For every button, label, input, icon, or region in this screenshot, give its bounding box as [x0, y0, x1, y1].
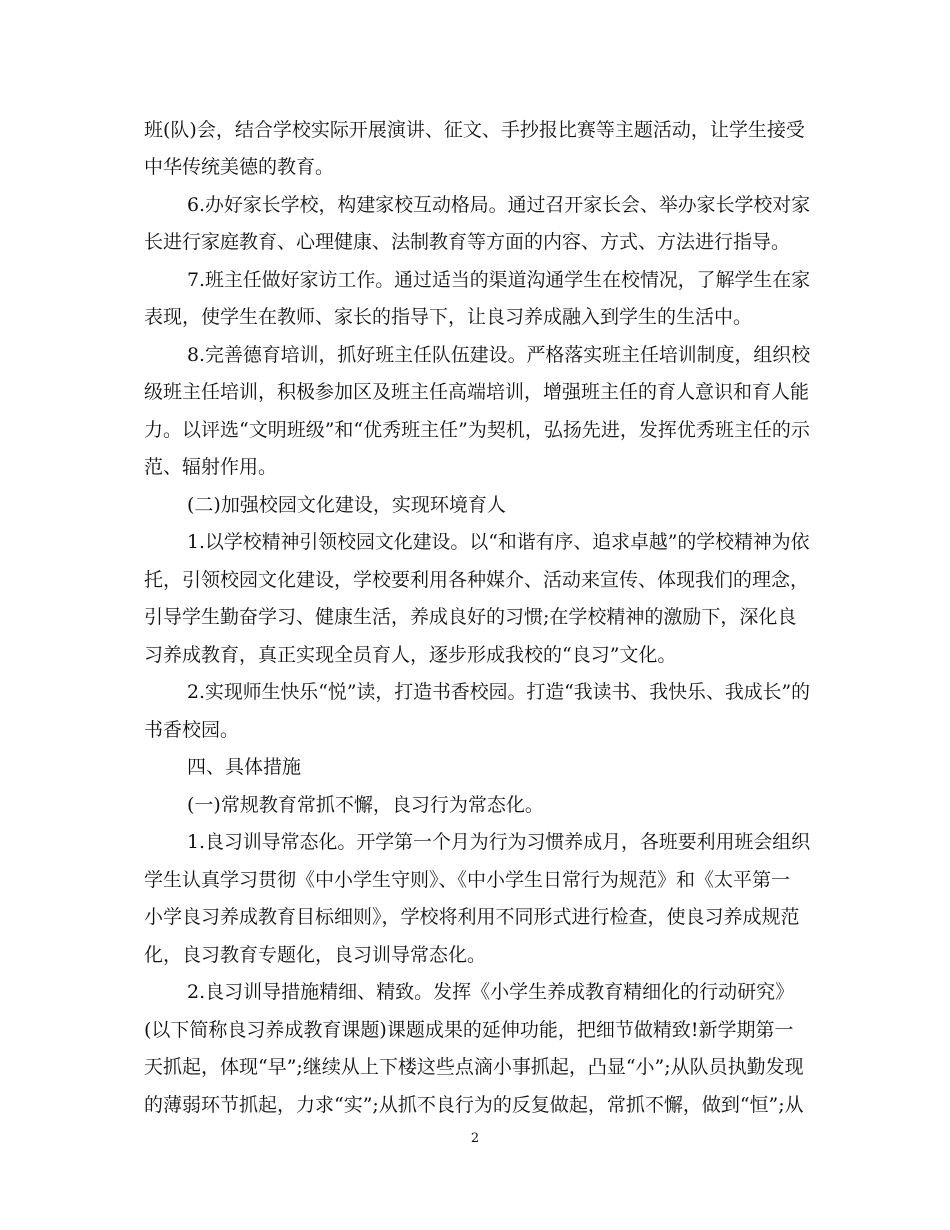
text-line: 6.办好家长学校，构建家校互动格局。通过召开家长会、举办家长学校对家: [187, 194, 811, 216]
text-line: 范、辐射作用。: [144, 456, 278, 478]
text-line: 2.良习训导措施精细、精致。发挥《小学生养成教育精细化的行动研究》: [187, 981, 795, 1003]
text-line: 1.良习训导常态化。开学第一个月为行为习惯养成月，各班要利用班会组织: [187, 831, 811, 853]
section-heading: (一)常规教育常抓不懈，良习行为常态化。: [187, 794, 544, 816]
text-line: 习养成教育，真正实现全员育人，逐步形成我校的“良习”文化。: [144, 644, 677, 666]
text-line: 1.以学校精神引领校园文化建设。以“和谐有序、追求卓越”的学校精神为依: [187, 531, 810, 553]
text-line: 7.班主任做好家访工作。通过适当的渠道沟通学生在校情况，了解学生在家: [187, 269, 811, 291]
text-line: 长进行家庭教育、心理健康、法制教育等方面的内容、方式、方法进行指导。: [144, 231, 791, 253]
text-line: 级班主任培训，积极参加区及班主任高端培训，增强班主任的育人意识和育人能: [144, 381, 810, 403]
text-line: 天抓起，体现“早”;继续从上下楼这些点滴小事抓起，凸显“小”;从队员执勤发现: [144, 1056, 804, 1078]
text-line: 表现，使学生在教师、家长的指导下，让良习养成融入到学生的生活中。: [144, 306, 753, 328]
section-heading: 四、具体措施: [187, 756, 302, 778]
text-line: 的薄弱环节抓起，力求“实”;从抓不良行为的反复做起，常抓不懈，做到“恒”;从: [144, 1094, 804, 1116]
text-line: 化，良习教育专题化，良习训导常态化。: [144, 944, 487, 966]
text-line: (以下简称良习养成教育课题)课题成果的延伸功能，把细节做精致!新学期第一: [144, 1019, 794, 1041]
text-line: 小学良习养成教育目标细则》，学校将利用不同形式进行检查，使良习养成规范: [144, 906, 800, 928]
text-line: 引导学生勤奋学习、健康生活，养成良好的习惯;在学校精神的激励下，深化良: [144, 606, 797, 628]
text-line: 书香校园。: [144, 719, 240, 741]
text-line: 中华传统美德的教育。: [144, 156, 335, 178]
text-line: 2.实现师生快乐“悦”读，打造书香校园。打造“我读书、我快乐、我成长”的: [187, 681, 810, 703]
page-number: 2: [470, 1131, 480, 1146]
text-line: 托，引领校园文化建设，学校要利用各种媒介、活动来宣传、体现我们的理念，: [144, 569, 810, 591]
text-line: 力。以评选“文明班级”和“优秀班主任”为契机，弘扬先进，发挥优秀班主任的示: [144, 419, 810, 441]
text-line: 班(队)会，结合学校实际开展演讲、征文、手抄报比赛等主题活动，让学生接受: [144, 119, 805, 141]
text-line: 8.完善德育培训，抓好班主任队伍建设。严格落实班主任培训制度，组织校: [187, 344, 811, 366]
section-heading: (二)加强校园文化建设，实现环境育人: [187, 494, 506, 516]
text-line: 学生认真学习贯彻《中小学生守则》、《中小学生日常行为规范》和《太平第一: [144, 869, 791, 891]
